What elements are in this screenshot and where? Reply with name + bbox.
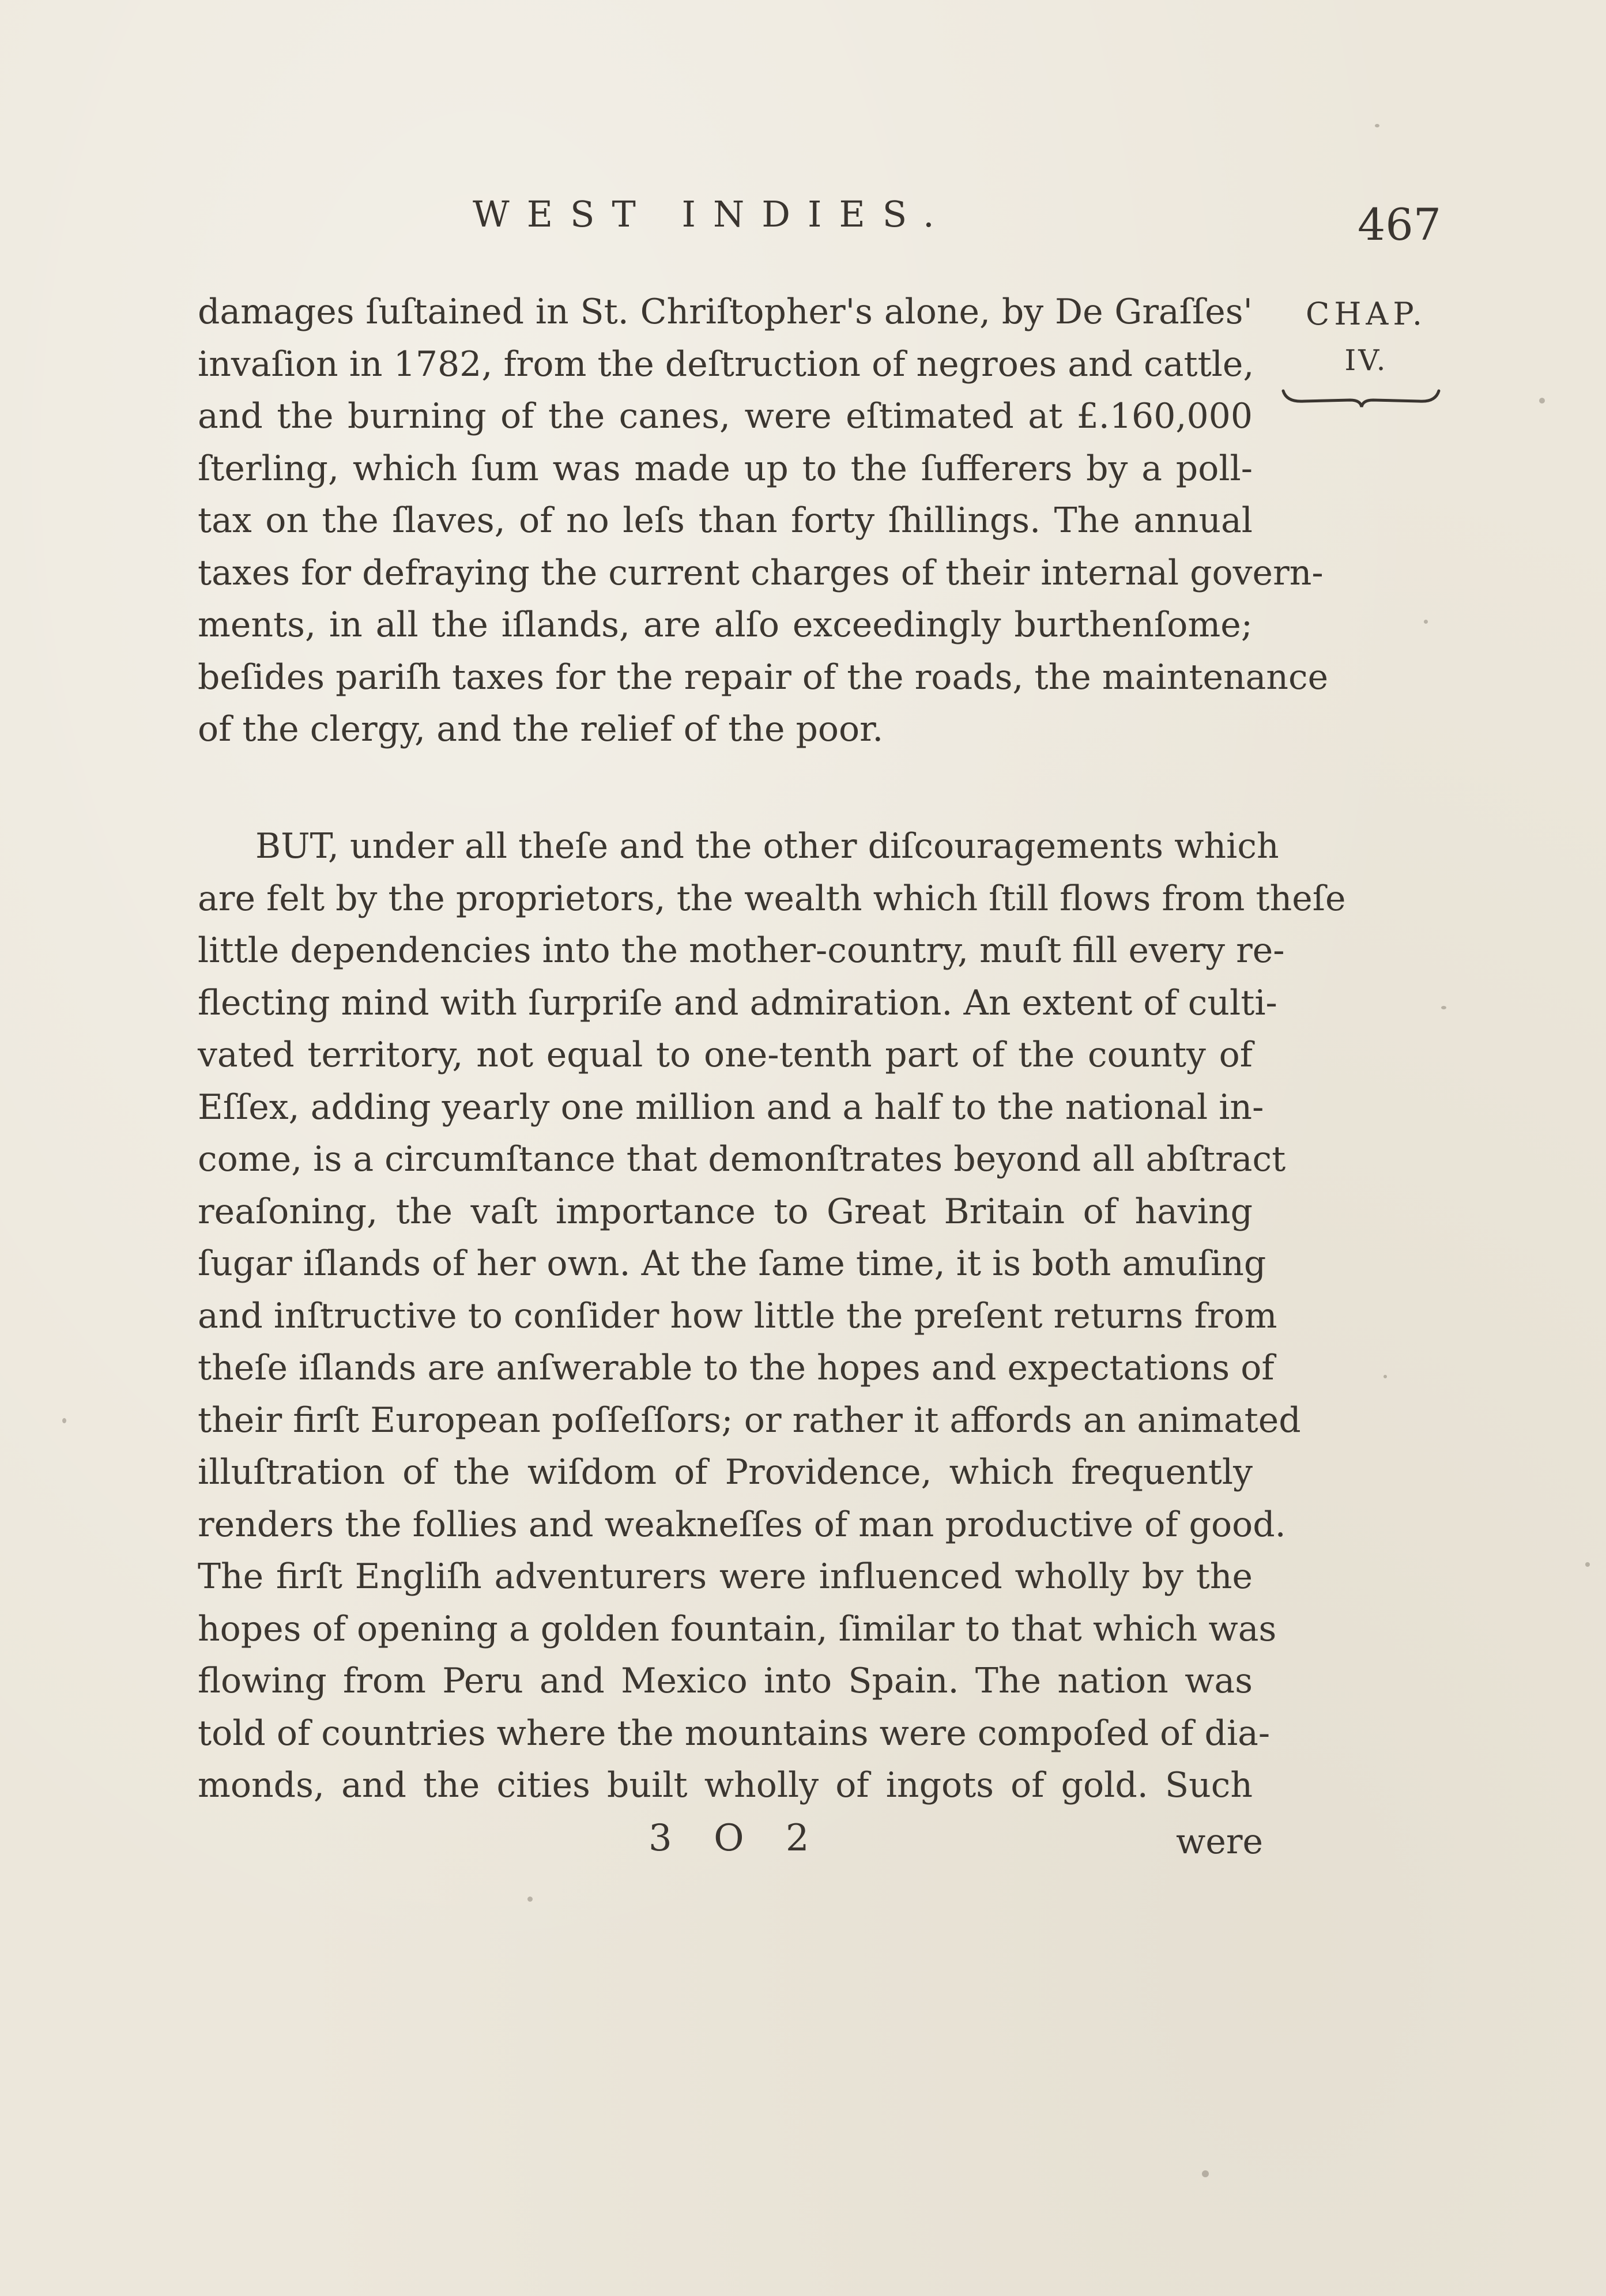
text-line: ſterling, which ſum was made up to the ſufferers by a poll-: [198, 448, 1253, 489]
text-line: vated territory, not equal to one-tenth part of the county of: [198, 1035, 1253, 1075]
text-line: tax on the ſlaves, of no leſs than forty ſhillings. The annual: [198, 500, 1253, 541]
text-line: are felt by the proprietors, the wealth which ſtill flows from theſe: [198, 878, 1346, 919]
paper-speck: [1383, 1375, 1387, 1378]
paper-speck: [62, 1418, 66, 1423]
text-line: and the burning of the canes, were eſtimated at £.160,000: [198, 396, 1253, 436]
text-line: beſides pariſh taxes for the repair of the roads, the maintenance: [198, 657, 1329, 698]
text-line: their firſt European poſſeſſors; or rather it affords an animated: [198, 1400, 1301, 1441]
paper-speck: [1202, 2170, 1209, 2177]
chapter-number: IV.: [1344, 344, 1388, 377]
paper-speck: [1539, 398, 1545, 404]
chapter-margin-note: [1291, 291, 1441, 383]
text-line: of the clergy, and the relief of the poor.: [198, 709, 884, 749]
text-line: come, is a circumſtance that demonſtrates beyond all abſtract: [198, 1139, 1286, 1179]
running-title: WEST INDIES.: [473, 193, 952, 235]
text-line: The firſt Engliſh adventurers were influenced wholly by the: [198, 1556, 1253, 1597]
text-line: told of countries where the mountains were compoſed of dia-: [198, 1713, 1271, 1754]
text-line: ſugar iſlands of her own. At the ſame time, it is both amuſing: [198, 1243, 1266, 1284]
paragraph-1: [198, 286, 1329, 756]
text-line: invaſion in 1782, from the deſtruction of negroes and cattle,: [198, 344, 1254, 384]
paper-speck: [1375, 124, 1379, 127]
chapter-word: CHAP.: [1306, 296, 1427, 332]
text-line: Eſſex, adding yearly one million and a half to the national in-: [198, 1087, 1264, 1128]
paper-speck: [1585, 1562, 1590, 1567]
text-line: illuſtration of the wiſdom of Providence, which frequently: [198, 1452, 1253, 1492]
text-line: taxes for defraying the current charges of their internal govern-: [198, 552, 1324, 593]
page-number: 467: [1358, 199, 1442, 250]
catchword: were: [1176, 1822, 1264, 1862]
text-line: little dependencies into the mother-country, muſt fill every re-: [198, 930, 1285, 971]
text-line: ments, in all the iſlands, are alſo exceedingly burthenſome;: [198, 605, 1253, 645]
text-line: and inſtructive to conſider how little the preſent returns from: [198, 1295, 1277, 1336]
brace-ornament-icon: [1281, 387, 1442, 410]
text-line: BUT, under all theſe and the other diſcouragements which: [255, 826, 1279, 866]
text-line: reaſoning, the vaſt importance to Great Britain of having: [198, 1191, 1253, 1232]
text-line: renders the follies and weakneſſes of man productive of good.: [198, 1504, 1286, 1545]
paragraph-2: [198, 820, 1346, 1812]
text-line: flecting mind with ſurpriſe and admiration. An extent of culti-: [198, 982, 1277, 1023]
paper-speck: [527, 1897, 533, 1902]
signature-mark: 3 O 2: [649, 1817, 824, 1860]
paper-speck: [1441, 1006, 1446, 1009]
text-line: flowing from Peru and Mexico into Spain. The nation was: [198, 1661, 1253, 1701]
paper-speck: [1424, 620, 1428, 624]
text-line: hopes of opening a golden fountain, ſimilar to that which was: [198, 1608, 1277, 1649]
text-line: damages ſuſtained in St. Chriſtopher's alone, by De Graſſes': [198, 292, 1253, 332]
text-line: theſe iſlands are anſwerable to the hopes and expectations of: [198, 1348, 1275, 1388]
text-line: monds, and the cities built wholly of ingots of gold. Such: [198, 1765, 1253, 1805]
